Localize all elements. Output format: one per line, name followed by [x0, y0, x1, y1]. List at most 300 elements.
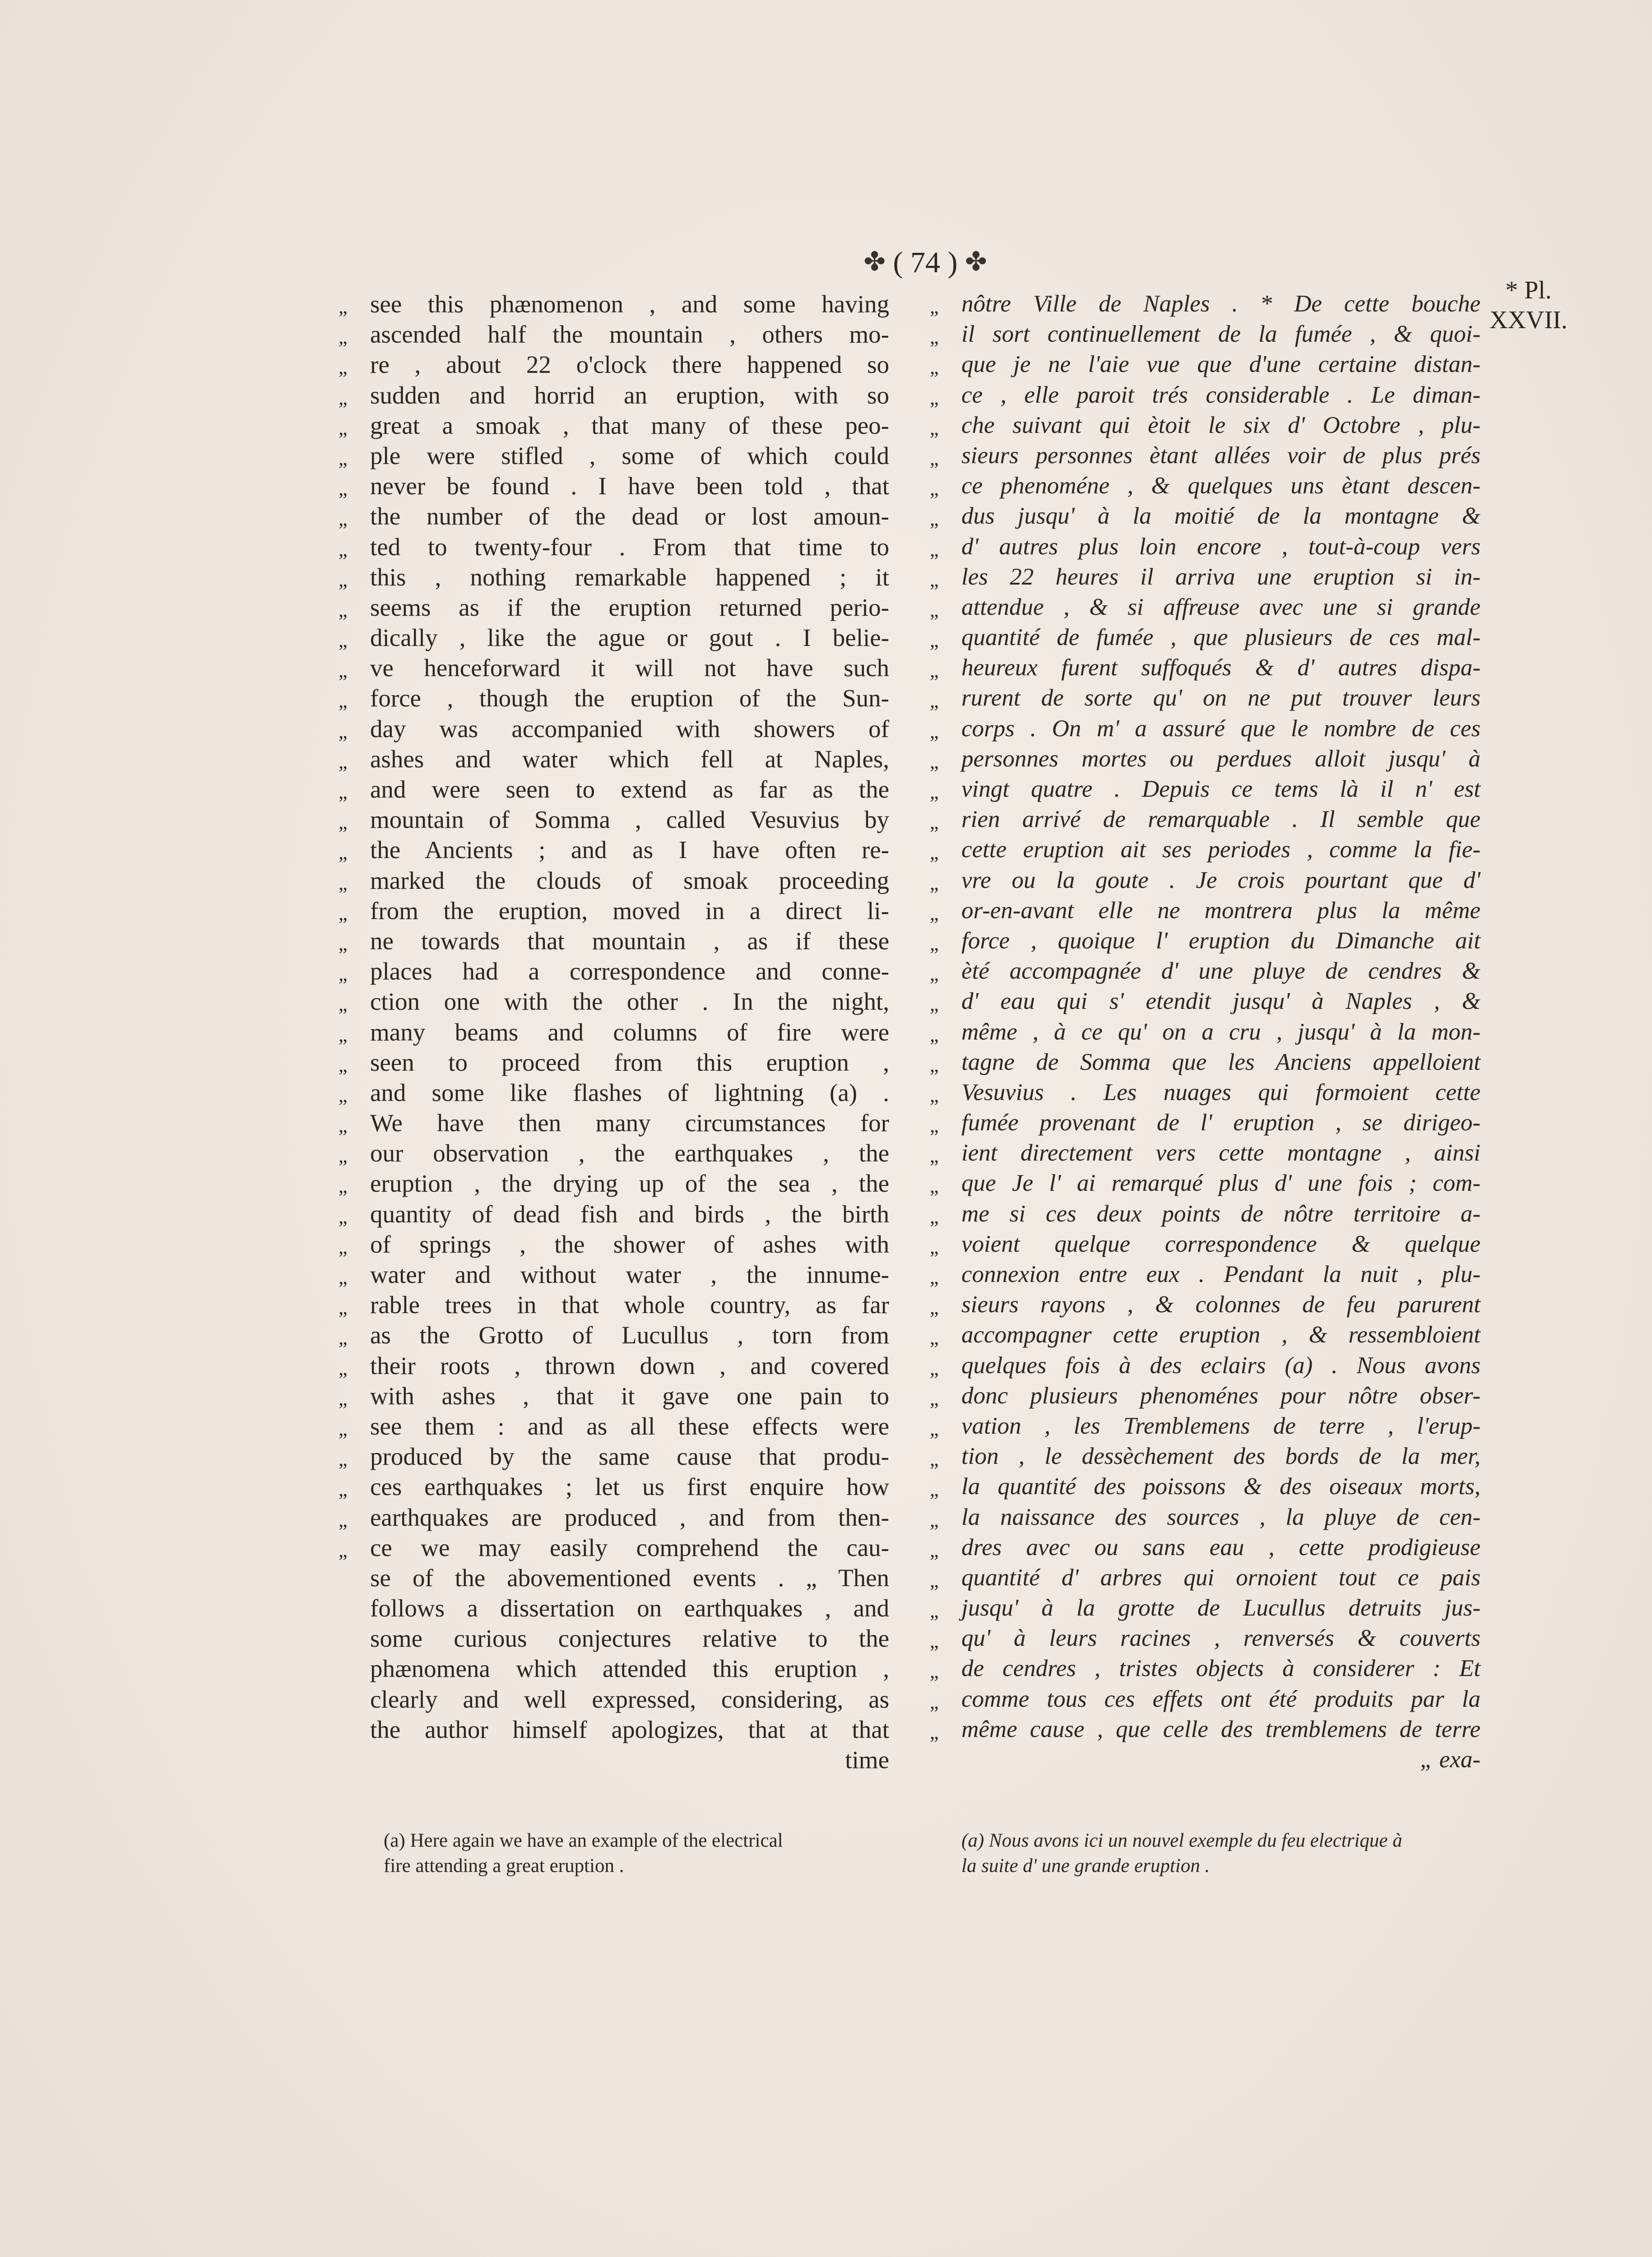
text-line-content: water and without water , the innume-: [370, 1261, 889, 1288]
text-line-content: même , à ce qu' on a cru , jusqu' à la mon-: [961, 1018, 1480, 1045]
text-line-content: the Ancients ; and as I have often re-: [370, 836, 889, 864]
text-line-content: follows a dissertation on earthquakes , and: [370, 1594, 889, 1622]
quote-mark: „: [930, 1417, 939, 1440]
text-line: [930, 1047, 1480, 1077]
quote-mark: „: [339, 1054, 348, 1076]
text-line: [339, 1411, 889, 1441]
text-line-content: see this phænomenon , and some having: [370, 290, 889, 318]
quote-mark: „: [339, 296, 348, 318]
text-line-content: or-en-avant elle ne montrera plus la même: [961, 897, 1480, 924]
text-line: [930, 1411, 1480, 1441]
quote-mark: „: [339, 386, 348, 409]
quote-mark: „: [339, 1478, 348, 1501]
text-line: [930, 1502, 1480, 1533]
footnote-line: la suite d' une grande eruption .: [961, 1855, 1210, 1876]
text-line-content: heureux furent suffoqués & d' autres dispa-: [961, 655, 1480, 681]
text-line: [339, 622, 889, 653]
text-line-content: ple were stifled , some of which could: [370, 441, 889, 469]
text-line-content: this , nothing remarkable happened ; it: [370, 563, 889, 591]
quote-mark: „: [930, 1539, 939, 1561]
quote-mark: „: [930, 720, 939, 743]
quote-mark: „: [930, 1296, 939, 1319]
text-line: [930, 1684, 1480, 1714]
text-line-content: re , about 22 o'clock there happened so: [370, 351, 889, 379]
text-line-content: dically , like the ague or gout . I belie-: [370, 624, 889, 652]
text-line: [930, 835, 1480, 865]
quote-mark: „: [930, 963, 939, 985]
text-line-content: ient directement vers cette montagne , ainsi: [961, 1140, 1480, 1166]
quote-mark: „: [930, 1509, 939, 1531]
quote-mark: „: [339, 629, 348, 652]
text-line: [930, 562, 1480, 592]
text-line-content: the number of the dead or lost amoun-: [370, 502, 889, 530]
text-line: [930, 1290, 1480, 1320]
text-line: [930, 1381, 1480, 1411]
quote-mark: „: [930, 1266, 939, 1288]
text-line: [930, 1077, 1480, 1108]
text-line: [961, 1745, 1480, 1775]
text-line: [930, 1199, 1480, 1229]
text-line-content: ce , elle paroit trés considerable . Le diman-: [961, 381, 1480, 408]
text-line: [339, 1441, 889, 1472]
text-line-content: and some like flashes of lightning (a) .: [370, 1078, 889, 1106]
text-line-content: our observation , the earthquakes , the: [370, 1139, 889, 1167]
quote-mark: „: [930, 841, 939, 864]
text-line-content: ascended half the mountain , others mo-: [370, 320, 889, 348]
quote-mark: „: [930, 1115, 939, 1137]
quote-mark: „: [930, 447, 939, 469]
text-line: [339, 1229, 889, 1259]
text-line-content: never be found . I have been told , that: [370, 472, 889, 500]
quote-mark: „: [930, 750, 939, 773]
text-line-content: même cause , que celle des tremblemens de terre: [961, 1716, 1480, 1742]
text-line: [930, 653, 1480, 683]
text-line-content: We have then many circumstances for: [370, 1109, 889, 1137]
quote-mark: „: [339, 690, 348, 712]
text-line: [930, 410, 1480, 441]
page-number: ( 74 ): [893, 246, 958, 279]
text-line-content: with ashes , that it gave one pain to: [370, 1382, 889, 1410]
text-line: [930, 1017, 1480, 1047]
text-line-content: se of the abovementioned events . „ Then: [370, 1564, 889, 1592]
text-line-content: ashes and water which fell at Naples,: [370, 745, 889, 773]
quote-mark: „: [339, 720, 348, 743]
text-line-content: time: [845, 1746, 889, 1774]
text-line-content: rien arrivé de remarquable . Il semble que: [961, 806, 1480, 833]
text-line: [339, 562, 889, 592]
text-line: [339, 1047, 889, 1077]
quote-mark: „: [930, 993, 939, 1016]
text-line: [339, 1320, 889, 1350]
text-line-content: cette eruption ait ses periodes , comme la fie-: [961, 836, 1480, 863]
quote-mark: „: [930, 356, 939, 379]
text-line-content: „ exa-: [1420, 1746, 1480, 1773]
quote-mark: „: [930, 932, 939, 955]
text-line: [930, 1138, 1480, 1168]
plate-reference: [1490, 275, 1568, 335]
quote-mark: „: [339, 1023, 348, 1046]
text-line: [930, 1563, 1480, 1593]
quote-mark: „: [930, 1721, 939, 1743]
text-line: [930, 744, 1480, 774]
text-line-content: some curious conjectures relative to the: [370, 1625, 889, 1653]
text-line-content: mountain of Somma , called Vesuvius by: [370, 806, 889, 834]
text-line-content: nôtre Ville de Naples . * De cette bouche: [961, 291, 1480, 317]
quote-mark: „: [930, 1630, 939, 1653]
text-line-content: comme tous ces effets ont été produits par la: [961, 1686, 1480, 1712]
quote-mark: „: [930, 629, 939, 652]
text-line-content: of springs , the shower of ashes with: [370, 1230, 889, 1258]
quote-mark: „: [930, 1357, 939, 1379]
quote-mark: „: [339, 993, 348, 1016]
text-line-content: fumée provenant de l' eruption , se dirigeo-: [961, 1110, 1480, 1136]
text-line: [339, 1533, 889, 1563]
french-text-column: [930, 289, 1480, 1775]
text-line-content: jusqu' à la grotte de Lucullus detruits jus-: [961, 1595, 1480, 1621]
text-line: [930, 926, 1480, 956]
quote-mark: „: [930, 386, 939, 409]
quote-mark: „: [339, 1417, 348, 1440]
quote-mark: „: [930, 1023, 939, 1046]
text-line-content: dres avec ou sans eau , cette prodigieuse: [961, 1534, 1480, 1560]
text-line: [930, 1320, 1480, 1350]
quote-mark: „: [930, 478, 939, 500]
text-line: [930, 1259, 1480, 1290]
quote-mark: „: [930, 599, 939, 621]
text-line: [339, 714, 889, 744]
text-line: [339, 1381, 889, 1411]
text-line: [339, 1138, 889, 1168]
text-line-content: donc plusieurs phenoménes pour nôtre obser-: [961, 1382, 1480, 1409]
text-line-content: attendue , & si affreuse avec une si grande: [961, 594, 1480, 620]
text-line-content: places had a correspondence and conne-: [370, 957, 889, 985]
text-line: [930, 319, 1480, 349]
text-line: [930, 532, 1480, 562]
footnote-line: (a) Nous avons ici un nouvel exemple du feu electrique à: [961, 1830, 1402, 1851]
text-line-content: phænomena which attended this eruption ,: [370, 1655, 889, 1683]
quote-mark: „: [930, 1478, 939, 1501]
text-line: [339, 1168, 889, 1198]
text-line: [339, 532, 889, 562]
quote-mark: „: [930, 1084, 939, 1106]
text-line-content: vingt quatre . Depuis ce tems là il n' est: [961, 776, 1480, 802]
text-line: [930, 622, 1480, 653]
quote-mark: „: [930, 508, 939, 530]
quote-mark: „: [930, 568, 939, 591]
text-line: [930, 1108, 1480, 1138]
plate-reference-line: * Pl.: [1505, 276, 1552, 304]
quote-mark: „: [339, 1448, 348, 1471]
text-line-content: earthquakes are produced , and from then-: [370, 1503, 889, 1531]
text-line: [339, 865, 889, 896]
quote-mark: „: [930, 1600, 939, 1622]
text-line-content: tion , le dessèchement des bords de la mer,: [961, 1443, 1480, 1470]
text-line-content: ce phenoméne , & quelques uns ètant descen-: [961, 473, 1480, 499]
text-line: [339, 744, 889, 774]
text-line: [339, 441, 889, 471]
text-line-content: sieurs personnes ètant allées voir de plus prés: [961, 442, 1480, 469]
quote-mark: „: [930, 690, 939, 712]
text-line: [370, 1623, 889, 1653]
text-line-content: quantité de fumée , que plusieurs de ces mal-: [961, 624, 1480, 651]
text-line: [930, 349, 1480, 380]
text-line: [370, 1684, 889, 1714]
text-line: [930, 865, 1480, 896]
quote-mark: „: [930, 1660, 939, 1683]
text-line: [930, 441, 1480, 471]
english-text-column: [339, 289, 889, 1775]
text-line-content: seems as if the eruption returned perio-: [370, 593, 889, 621]
text-line-content: the author himself apologizes, that at that: [370, 1715, 889, 1743]
text-line-content: sudden and horrid an eruption, with so: [370, 381, 889, 409]
text-line-content: great a smoak , that many of these peo-: [370, 411, 889, 439]
text-line: [930, 714, 1480, 744]
text-line: [339, 926, 889, 956]
text-line-content: accompagner cette eruption , & ressembloient: [961, 1322, 1480, 1348]
quote-mark: „: [930, 1145, 939, 1167]
text-line: [339, 1017, 889, 1047]
text-line-content: ce we may easily comprehend the cau-: [370, 1533, 889, 1561]
quote-mark: „: [930, 538, 939, 561]
quote-mark: „: [930, 659, 939, 682]
text-line: [930, 1168, 1480, 1198]
english-footnote: [384, 1828, 889, 1879]
text-line-content: rable trees in that whole country, as far: [370, 1291, 889, 1319]
text-line-content: de cendres , tristes objects à considerer : Et: [961, 1655, 1480, 1682]
quote-mark: „: [339, 902, 348, 924]
quote-mark: „: [339, 447, 348, 469]
text-line-content: day was accompanied with showers of: [370, 715, 889, 743]
text-line: [930, 804, 1480, 835]
footnote-line: (a) Here again we have an example of the electrical: [384, 1830, 783, 1851]
text-line: [930, 774, 1480, 804]
text-line: [930, 1229, 1480, 1259]
text-line-content: marked the clouds of smoak proceeding: [370, 866, 889, 894]
text-line: [339, 986, 889, 1017]
text-line-content: que Je l' ai remarqué plus d' une fois ; com-: [961, 1170, 1480, 1197]
quote-mark: „: [339, 356, 348, 379]
text-line: [930, 380, 1480, 410]
text-line-content: rurent de sorte qu' on ne put trouver leurs: [961, 685, 1480, 711]
quote-mark: „: [339, 568, 348, 591]
text-line-content: d' autres plus loin encore , tout-à-coup vers: [961, 533, 1480, 560]
text-line: [339, 1290, 889, 1320]
text-line: [930, 1351, 1480, 1381]
text-line-content: force , quoique l' eruption du Dimanche ait: [961, 927, 1480, 954]
text-line: [930, 896, 1480, 926]
quote-mark: „: [930, 1448, 939, 1471]
text-line-content: personnes mortes ou perdues alloit jusqu' à: [961, 745, 1480, 772]
text-line-content: qu' à leurs racines , renversés & couverts: [961, 1625, 1480, 1652]
text-line-content: vre ou la goute . Je crois pourtant que d': [961, 867, 1480, 893]
quote-mark: „: [339, 417, 348, 439]
text-line: [339, 956, 889, 986]
text-line-content: produced by the same cause that produ-: [370, 1443, 889, 1471]
text-line-content: la naissance des sources , la pluye de cen-: [961, 1504, 1480, 1530]
quote-mark: „: [930, 417, 939, 439]
page-header: [767, 241, 1083, 283]
quote-mark: „: [930, 1054, 939, 1076]
text-line: [370, 1563, 889, 1593]
text-line-content: their roots , thrown down , and covered: [370, 1351, 889, 1379]
plate-reference-line: XXVII.: [1490, 306, 1568, 334]
text-line-content: che suivant qui ètoit le six d' Octobre , plu-: [961, 412, 1480, 438]
text-line: [339, 349, 889, 380]
quote-mark: „: [339, 1509, 348, 1531]
text-line-content: force , though the eruption of the Sun-: [370, 684, 889, 712]
text-line: [339, 774, 889, 804]
text-line-content: quelques fois à des eclairs (a) . Nous avons: [961, 1352, 1480, 1379]
quote-mark: „: [930, 1569, 939, 1592]
ornament-right-icon: ✤: [965, 247, 987, 276]
quote-mark: „: [339, 1175, 348, 1198]
text-line: [930, 1472, 1480, 1502]
text-line: [930, 1653, 1480, 1684]
text-line: [370, 1653, 889, 1684]
quote-mark: „: [339, 750, 348, 773]
text-line-content: sieurs rayons , & colonnes de feu parurent: [961, 1291, 1480, 1318]
quote-mark: „: [339, 1235, 348, 1258]
quote-mark: „: [339, 508, 348, 530]
quote-mark: „: [930, 1205, 939, 1228]
text-line: [339, 1259, 889, 1290]
quote-mark: „: [339, 841, 348, 864]
text-line: [339, 289, 889, 319]
text-line-content: èté accompagnée d' une pluye de cendres &: [961, 958, 1480, 985]
text-line-content: ted to twenty-four . From that time to: [370, 533, 889, 561]
text-line: [930, 986, 1480, 1017]
text-line: [930, 289, 1480, 319]
text-line-content: and were seen to extend as far as the: [370, 776, 889, 803]
text-line: [339, 1502, 889, 1533]
text-line-content: as the Grotto of Lucullus , torn from: [370, 1321, 889, 1349]
quote-mark: „: [930, 811, 939, 834]
text-line: [339, 896, 889, 926]
text-line: [339, 1077, 889, 1108]
quote-mark: „: [339, 781, 348, 803]
text-line-content: ve henceforward it will not have such: [370, 654, 889, 682]
text-line: [339, 804, 889, 835]
quote-mark: „: [339, 1205, 348, 1228]
text-line-content: see them : and as all these effects were: [370, 1412, 889, 1440]
text-line-content: ction one with the other . In the night,: [370, 988, 889, 1016]
text-line-content: quantité d' arbres qui ornoient tout ce pais: [961, 1564, 1480, 1591]
text-line: [370, 1593, 889, 1623]
quote-mark: „: [930, 902, 939, 924]
quote-mark: „: [339, 1539, 348, 1561]
text-line-content: corps . On m' a assuré que le nombre de ces: [961, 715, 1480, 742]
text-line: [930, 1441, 1480, 1472]
text-line-content: les 22 heures il arriva une eruption si in-: [961, 563, 1480, 590]
text-line: [930, 1593, 1480, 1623]
text-line-content: me si ces deux points de nôtre territoire a-: [961, 1200, 1480, 1227]
quote-mark: „: [339, 599, 348, 621]
text-line: [339, 592, 889, 622]
quote-mark: „: [339, 1357, 348, 1379]
ornament-left-icon: ✤: [863, 247, 886, 276]
text-line: [930, 1623, 1480, 1653]
quote-mark: „: [339, 932, 348, 955]
text-line: [339, 410, 889, 441]
quote-mark: „: [339, 811, 348, 834]
quote-mark: „: [339, 963, 348, 985]
text-line-content: d' eau qui s' etendit jusqu' à Naples , &: [961, 988, 1480, 1015]
text-line-content: la quantité des poissons & des oiseaux morts,: [961, 1473, 1480, 1500]
text-line: [370, 1745, 889, 1775]
text-line-content: ces earthquakes ; let us first enquire how: [370, 1473, 889, 1501]
quote-mark: „: [339, 659, 348, 682]
text-line-content: dus jusqu' à la moitié de la montagne &: [961, 503, 1480, 529]
text-line-content: voient quelque correspondence & quelque: [961, 1231, 1480, 1257]
quote-mark: „: [339, 1084, 348, 1106]
quote-mark: „: [339, 1145, 348, 1167]
text-line-content: tagne de Somma que les Anciens appelloient: [961, 1049, 1480, 1075]
text-line: [339, 1351, 889, 1381]
text-line-content: ne towards that mountain , as if these: [370, 927, 889, 955]
text-line-content: Vesuvius . Les nuages qui formoient cette: [961, 1079, 1480, 1105]
quote-mark: „: [930, 781, 939, 803]
text-line-content: many beams and columns of fire were: [370, 1018, 889, 1046]
text-line-content: il sort continuellement de la fumée , & quoi-: [961, 321, 1480, 348]
footnote-line: fire attending a great eruption .: [384, 1855, 624, 1876]
text-line: [339, 471, 889, 501]
text-line-content: from the eruption, moved in a direct li-: [370, 896, 889, 924]
text-line: [339, 1199, 889, 1229]
text-line: [370, 1714, 889, 1745]
quote-mark: „: [339, 872, 348, 894]
text-line: [930, 1533, 1480, 1563]
quote-mark: „: [339, 1266, 348, 1288]
text-line-content: clearly and well expressed, considering, as: [370, 1685, 889, 1713]
quote-mark: „: [930, 1690, 939, 1713]
quote-mark: „: [339, 326, 348, 348]
text-line-content: eruption , the drying up of the sea , the: [370, 1170, 889, 1198]
text-line: [930, 683, 1480, 713]
text-line-content: quantity of dead fish and birds , the birth: [370, 1200, 889, 1228]
text-line: [930, 956, 1480, 986]
text-line: [339, 835, 889, 865]
quote-mark: „: [930, 326, 939, 348]
text-line: [339, 683, 889, 713]
quote-mark: „: [930, 1235, 939, 1258]
text-line: [930, 471, 1480, 501]
text-line-content: seen to proceed from this eruption ,: [370, 1048, 889, 1076]
quote-mark: „: [339, 478, 348, 500]
quote-mark: „: [930, 872, 939, 894]
text-line: [339, 319, 889, 349]
text-line: [930, 501, 1480, 531]
quote-mark: „: [930, 1327, 939, 1349]
french-footnote: [961, 1828, 1485, 1879]
quote-mark: „: [339, 1327, 348, 1349]
text-line-content: connexion entre eux . Pendant la nuit , plu-: [961, 1261, 1480, 1287]
quote-mark: „: [930, 296, 939, 318]
text-line: [339, 1472, 889, 1502]
quote-mark: „: [930, 1175, 939, 1198]
text-line: [339, 653, 889, 683]
text-line: [930, 1714, 1480, 1745]
text-line: [339, 501, 889, 531]
quote-mark: „: [339, 538, 348, 561]
text-line: [339, 380, 889, 410]
text-line-content: que je ne l'aie vue que d'une certaine distan-: [961, 351, 1480, 378]
quote-mark: „: [930, 1387, 939, 1410]
text-line: [339, 1108, 889, 1138]
quote-mark: „: [339, 1387, 348, 1410]
quote-mark: „: [339, 1115, 348, 1137]
text-line-content: vation , les Tremblemens de terre , l'erup-: [961, 1412, 1480, 1439]
text-line: [930, 592, 1480, 622]
